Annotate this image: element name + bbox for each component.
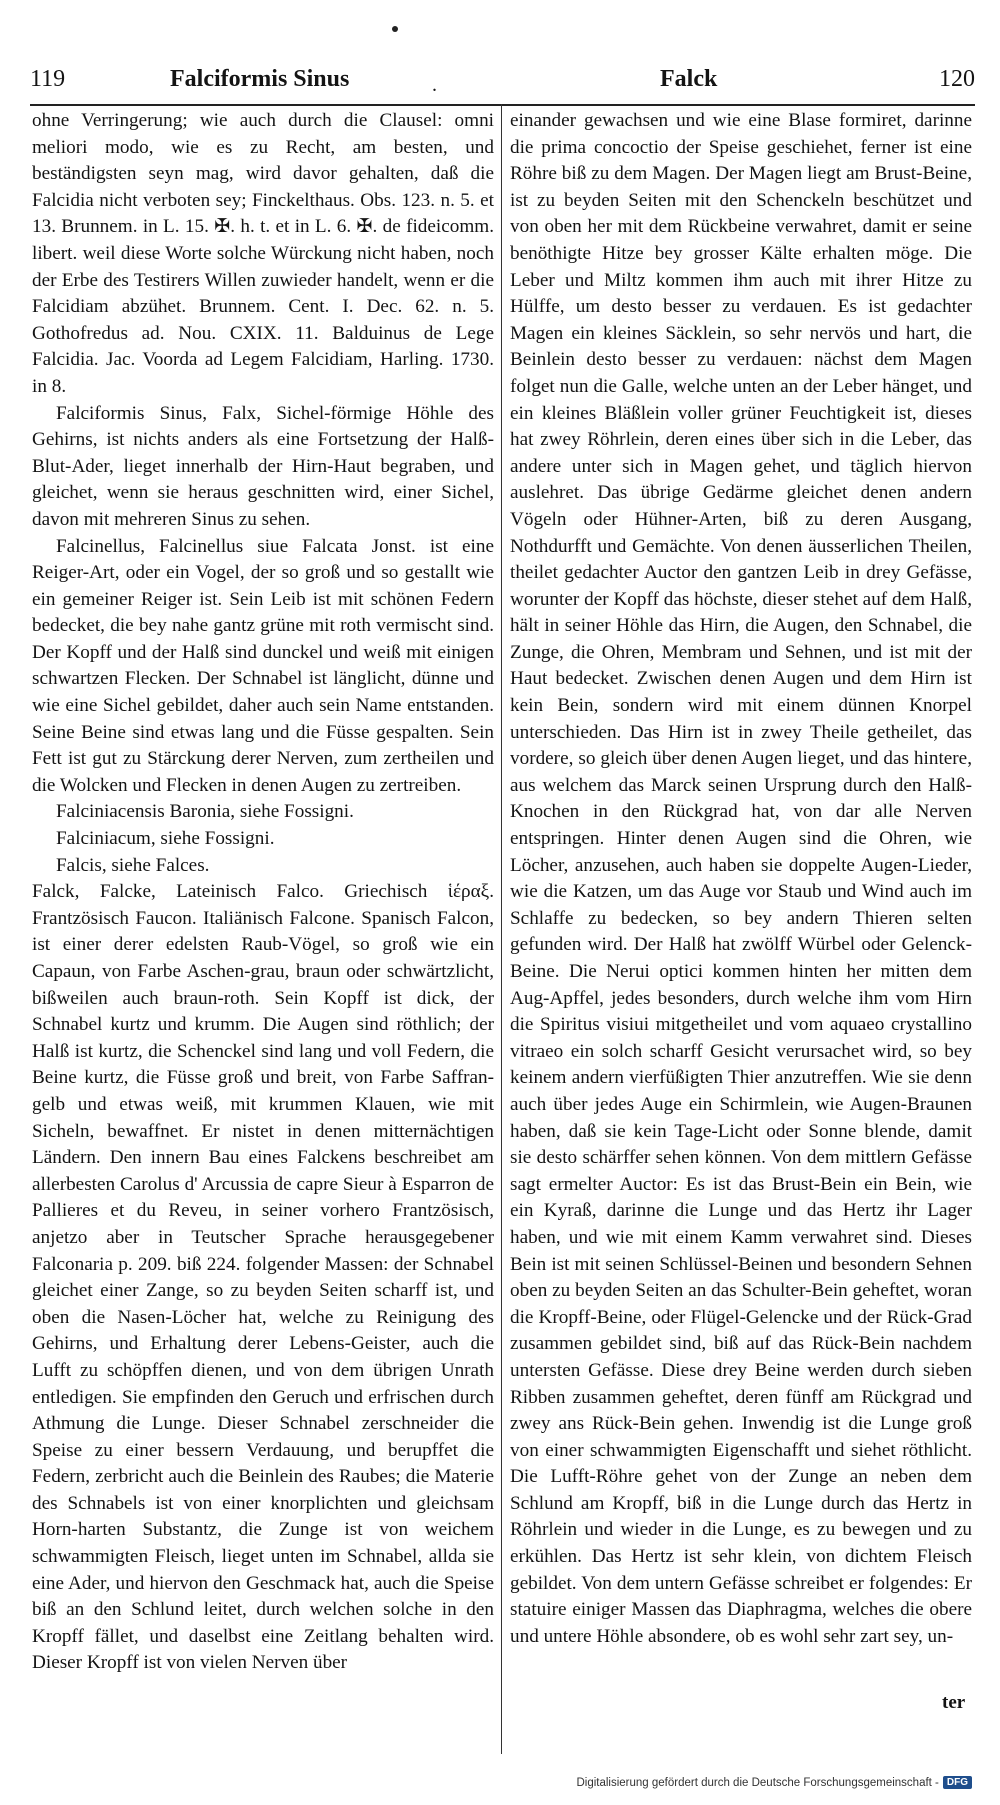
right-column [510,108,972,1650]
header-rule [30,104,975,106]
header-mark: . [432,74,437,96]
top-mark [392,26,398,32]
footer-text: Digitalisierung gefördert durch die Deutsche Forschungsgemeinschaft - [576,1776,939,1789]
page-number-right: 120 [939,66,975,92]
catchword: ter [942,1692,966,1713]
running-title-left: Falciformis Sinus [170,66,350,92]
paragraph-continuation: ohne Verringerung; wie auch durch die Clausel: omni meliori modo, wie es zu Recht, am besten, und beständigsten seyn mag, wird davor gehalten, daß die Falcidia nicht verboten sey; Finckelthaus. Obs. 123. n. 5. et 13. Brunnem. in L. 15. ✠. h. t. et in L. 6. ✠. de fideicomm. libert. weil diese Worte solche Würckung nicht haben, noch der Erbe des Testirers Willen zuwieder handelt, wenn er die Falcidiam abzühet. Brunnem. Cent. I. Dec. 62. n. 5. Gothofredus ad. Nou. CXIX. 11. Balduinus de Lege Falcidia. Jac. Voorda ad Legem Falcidiam, Harling. 1730. in 8. [32,110,494,397]
entry-falck: Falck, Falcke, Lateinisch Falco. Griechisch ἱέραξ. Frantzösisch Faucon. Italiänisch Falcone. Spanisch Falcon, ist einer derer edelsten Raub-Vögel, so groß wie ein Capaun, von Farbe Aschen-grau, braun oder schwärtzlicht, bißweilen auch braun-roth. Sein Kopff ist dick, der Schnabel kurtz und krumm. Die Augen sind röthlich; der Halß ist kurtz, die Schenckel sind lang und voll Federn, die Beine kurtz, die Füsse groß und breit, von Farbe Saffran-gelb und etwas weiß, mit krummen Klauen, wie mit Sicheln, bewaffnet. Er nistet in denen mitternächtigen Ländern. Den innern Bau eines Falckens beschreibet am allerbesten Carolus d' Arcussia de capre Sieur à Esparron de Pallieres et du Reveu, in seiner vorhero Frantzösisch, anjetzo aber in Teutscher Sprache herausgegebener Falconaria p. 209. biß 224. folgender Massen: der Schnabel gleichet einer Zange, so zu beyden Seiten scharff ist, und oben die Nasen-Löcher hat, welche zu Reinigung des Gehirns, und Erhaltung derer Lebens-Geister, auch die Lufft zu schöpffen dienen, und von dem übrigen Unrath entledigen. Sie empfinden den Geruch und erfrischen durch Athmung die Lunge. Dieser Schnabel zerschneider die Speise zu einer bessern Verdauung, und berupffet die Federn, zerbricht auch die Beinlein des Raubes; die Materie des Schnabels ist von einer knorplichten und gleichsam Horn-harten Substantz, die Zunge ist von weichem schwammigten Fleisch, lieget unten im Schnabel, allda sie eine Ader, und hiervon den Geschmack hat, auch die Speise biß an den Schlund leitet, durch welchen solche in den Kropff fället, und daselbst eine Zeitlang behalten wird. Dieser Kropff ist von vielen Nerven über [32,881,494,1674]
page-number-left: 119 [30,66,66,92]
paragraph-continuation-right: einander gewachsen und wie eine Blase formiret, darinne die prima concoctio der Speise geschiehet, ferner ist eine Röhre biß zu dem Magen. Der Magen liegt am Brust-Beine, ist zu beyden Seiten mit den Schenckeln beschützet und von oben her mit dem Rückbeine verwahret, damit er seine benöthigte Hitze bey grosser Kälte erhalten möge. Die Leber und Miltz kommen ihm auch mit ihrer Hitze zu Hülffe, um desto besser zu verdauen. Es ist gedachter Magen ein kleines Säcklein, so sehr nervös und hart, die Beinlein desto besser zu verdauen: nächst dem Magen folget nun die Galle, welche unten an der Leber hänget, und ein kleines Bläßlein voller grüner Feuchtigkeit ist, dieses hat zwey Röhrlein, deren eines über sich in die Leber, das andere unter sich in Magen gehet, und täglich hiervon auslehret. Das übrige Gedärme gleichet denen andern Vögeln oder Hühner-Arten, biß zu deren Ausgang, Nothdurfft und Gemächte. Von denen äusserlichen Theilen, theilet gedachter Auctor den gantzen Leib in drey Gefässe, worunter der Kopff das höchste, dieser stehet auf dem Halß, hält in seiner Höhle das Hirn, die Augen, den Schnabel, die Zunge, die Ohren, Membram und Sehnen, und ist mit der Haut bedecket. Zwischen denen Augen und dem Hirn ist kein Bein, sondern wird mit einem dünnen Knorpel unterschieden. Das Hirn ist in zwey Theile getheilet, das vordere, so gleich über denen Augen lieget, und das hintere, aus welchem das Marck seinen Ursprung durch den Halß-Knochen in den Rückgrad hat, von dar alle Nerven entspringen. Hinter denen Augen sind die Ohren, wie Löcher, anzusehen, auch haben sie doppelte Augen-Lieder, wie die Katzen, um das Auge vor Staub und Wind auch im Schlaffe zu bedecken, so bey andern Thieren selten gefunden wird. Der Halß hat zwölff Würbel oder Gelenck-Beine. Die Nerui optici kommen hinten her mitten dem Aug-Apffel, jedes besonders, durch welche ihm vom Hirn die Spiritus visiui mitgetheilet und vom aquaeo crystallino vitraeo ein solch scharff Gesicht verursachet wird, so bey keinem andern vierfüßigten Thier anzutreffen. Wie sie denn auch über jedes Auge ein Schirmlein, wie Augen-Braunen haben, daß sie kein Tage-Licht oder Sonne blende, damit sie desto schärffer sehen können. Von dem mittlern Gefässe sagt ermelter Auctor: Es ist das Brust-Bein ein Bein, wie ein Kyraß, darinne die Lunge und das Hertz ihr Lager haben, und wie mit einem Kamm verwahret sind. Dieses Bein ist mit seinen Schlüssel-Beinen und besondern Sehnen oben zu beyden Seiten an das Schulter-Bein geheftet, woran die Kropff-Beine, oder Flügel-Gelencke und der Rück-Grad zusammen gebildet sind, biß auf das Rück-Bein nachdem untersten Gefässe. Diese drey Beine werden durch sieben Ribben zusammen geheftet, deren fünff am Rückgrad und zwey ans Rück-Bein gehen. Inwendig ist die Lunge groß von einer schwammigten Eigenschafft und siehet röthlicht. Die Lufft-Röhre gehet von der Zunge an neben dem Schlund am Kropff, biß in die Lunge durch das Hertz in Röhrlein und wieder in die Lunge, es zu bewegen und zu erkühlen. Das Hertz ist sehr klein, von dichtem Fleisch gebildet. Von dem untern Gefässe schreibet er folgendes: Er statuire einiger Massen das Diaphragma, welches die obere und untere Höhle absondere, ob es wohl sehr zart sey, un- [510,110,972,1647]
dfg-logo-icon: DFG [943,1776,972,1789]
entry-falciniacum: Falciniacum, siehe Fossigni. [56,828,275,850]
entry-falciformis-sinus: Falciformis Sinus, Falx, Sichel-förmige Höhle des Gehirns, ist nichts anders als eine Fortsetzung der Halß-Blut-Ader, lieget innerhalb der Hirn-Haut begraben, und gleichet, wenn sie heraus geschnitten wird, einer Sichel, davon mit mehreren Sinus zu sehen. [32,402,494,530]
footer [576,1776,972,1789]
left-column [32,108,494,1677]
running-title-right: Falck [660,66,718,92]
entry-falcinellus: Falcinellus, Falcinellus siue Falcata Jonst. ist eine Reiger-Art, oder ein Vogel, der so groß und so gestallt wie ein gemeiner Reiger ist. Sein Leib ist mit schönen Federn bedecket, die bey nahe gantz grüne mit roth vermischt sind. Der Kopff und der Halß sind dunckel und weiß mit einigen schwartzen Flecken. Der Schnabel ist länglicht, dünne und wie eine Sichel gebildet, daher auch sein Name entstanden. Seine Beine sind etwas lang und die Füsse gespalten. Sein Fett ist gut zu Stärckung derer Nerven, zum zertheilen und die Wolcken und Flecken in denen Augen zu zertreiben. [32,535,494,796]
column-divider [501,104,502,1754]
entry-falcis: Falcis, siehe Falces. [56,854,210,876]
entry-falciniacensis: Falciniacensis Baronia, siehe Fossigni. [56,801,354,823]
running-header [30,66,975,106]
